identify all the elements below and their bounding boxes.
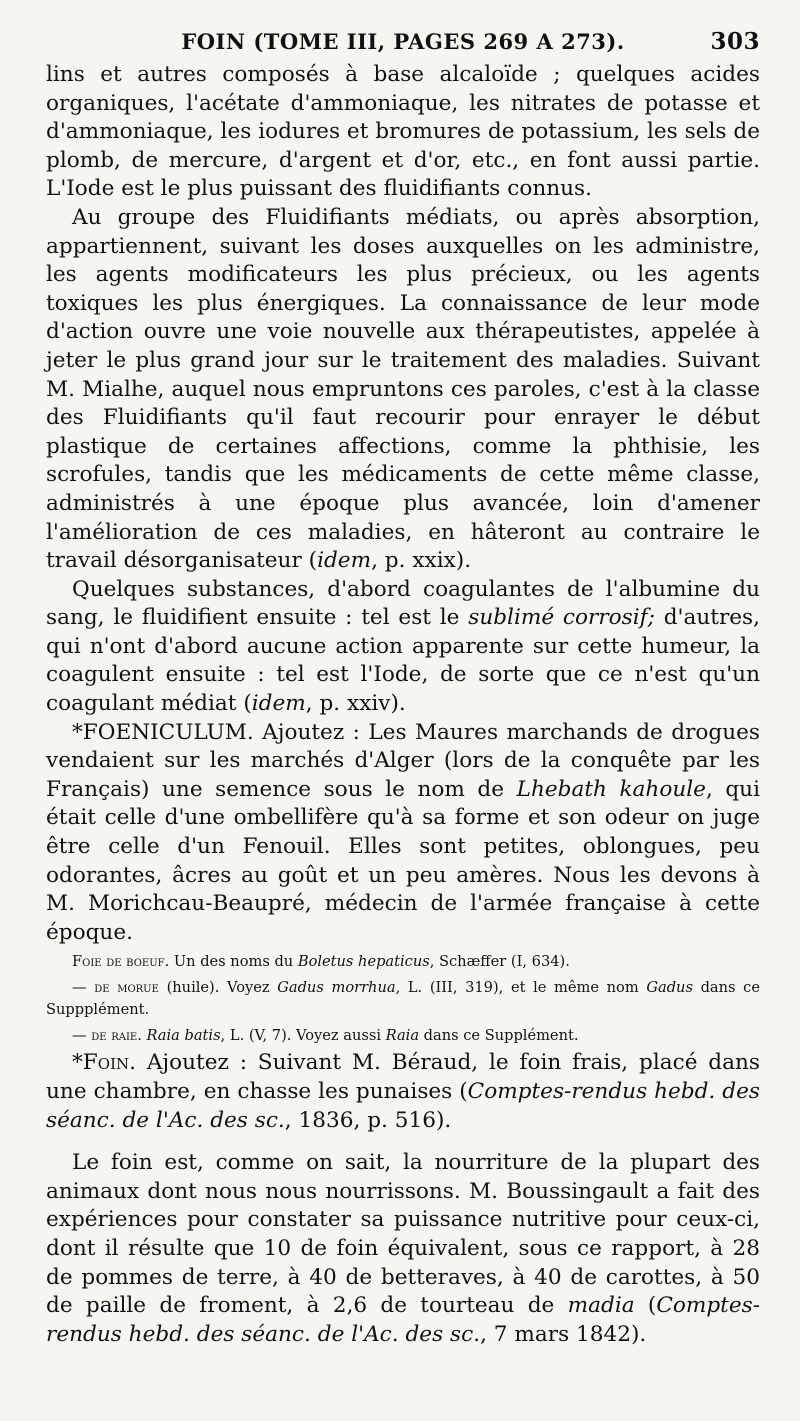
italic-text: Comptes-rendus hebd. des séanc. de l'Ac. des sc. xyxy=(46,1293,760,1347)
italic-text: sublimé corrosif; xyxy=(468,605,655,631)
text-run: , p. xxiv). xyxy=(305,691,406,717)
entry-foin xyxy=(46,1049,760,1135)
italic-text: Raia xyxy=(385,1027,420,1045)
text-run: Quelques substances, d'abord coagulantes de l'albumine du sang, le fluidifient ensuite : tel est le xyxy=(46,576,760,631)
italic-text: Gadus xyxy=(646,979,693,997)
text-run: , qui était celle d'une ombellifère qu'à sa forme et son odeur on juge être celle d'un Fenouil. Elles sont petites, oblongues, peu odorantes, âcres au goût et un peu amères. Nous les devons à M. Morichcau-Beaupré, médecin de l'armée française à cette époque. xyxy=(46,776,760,945)
text-run: Un des noms du xyxy=(169,953,298,971)
entry-heading: — de raie. xyxy=(72,1027,142,1045)
running-header xyxy=(46,28,760,55)
italic-text: idem xyxy=(317,548,372,574)
header-title: FOIN (TOME III, PAGES 269 A 273). xyxy=(181,29,625,54)
italic-text: idem xyxy=(251,691,306,717)
text-run: lins et autres composés à base alcaloïde ; quelques acides organiques, l'acétate d'ammoniaque, les nitrates de potasse et d'ammoniaque, les iodures et bromures de potassium, les sels de plomb, de mercure, d'argent et d'or, etc., en font aussi partie. L'Iode est le plus puissant des fluidifiants connus. xyxy=(46,62,760,202)
text-run: , L. (III, 319), et le même nom xyxy=(395,979,647,997)
entry-heading: *Foin. xyxy=(72,1050,136,1076)
entry-foeniculum xyxy=(46,719,760,948)
italic-text: Raia batis xyxy=(146,1027,221,1045)
entry-de-morue xyxy=(46,977,760,1021)
entry-de-raie xyxy=(46,1025,760,1047)
text-run: ( xyxy=(634,1293,657,1319)
text-run: Au groupe des Fluidifiants médiats, ou après absorption, appartiennent, suivant les doses auxquelles on les administre, les agents modificateurs les plus précieux, ou les agents toxiques les plus énergiques. La connaissance de leur mode d'action ouvre une voie nouvelle aux thérapeutistes, appelée à jeter le plus grand jour sur le traitement des maladies. Suivant M. Mialhe, auquel nous empruntons ces paroles, c'est à la classe des Fluidifiants qu'il faut recourir pour enrayer le début plastique de certaines affections, comme la phthisie, les scrofules, tandis que les médicaments de cette même classe, administrés à une époque plus avancée, loin d'amener l'amélioration de ces maladies, en hâteront au contraire le travail désorganisateur ( xyxy=(46,204,760,574)
paragraph xyxy=(46,576,760,719)
text-run: Le foin est, comme on sait, la nourriture de la plupart des animaux dont nous nous nourrissons. M. Boussingault a fait des expériences pour constater sa puissance nutritive pour ceux-ci, dont il résulte que 10 de foin équivalent, sous ce rapport, à 28 de pommes de terre, à 40 de betteraves, à 40 de carottes, à 50 de paille de froment, à 2,6 de tourteau de xyxy=(46,1150,760,1319)
paragraph xyxy=(46,1149,760,1349)
entry-heading: Foie de boeuf. xyxy=(72,953,170,971)
text-run: dans ce Suppplément. xyxy=(46,979,760,1019)
italic-text: madia xyxy=(567,1293,635,1319)
italic-text: Comptes-rendus hebd. des séanc. de l'Ac. des sc. xyxy=(46,1079,760,1133)
entry-heading: *FOENICULUM. xyxy=(72,719,254,745)
page-number: 303 xyxy=(710,28,760,55)
entry-heading: — de morue xyxy=(72,979,159,997)
text-run: (huile). Voyez xyxy=(158,979,278,997)
text-run: , Schæffer (I, 634). xyxy=(429,953,570,971)
text-run: , 1836, p. 516). xyxy=(284,1107,452,1133)
paragraph xyxy=(46,61,760,204)
entry-foie-de-boeuf xyxy=(46,951,760,973)
text-run: d'autres, qui n'ont d'abord aucune action apparente sur cette humeur, la coagulent ensuite : tel est l'Iode, de sorte que ce n'est qu'un coagulant médiat ( xyxy=(46,605,761,717)
paragraph xyxy=(46,204,760,576)
text-run: , L. (V, 7). Voyez aussi xyxy=(220,1027,386,1045)
italic-text: Gadus morrhua xyxy=(277,979,396,997)
page-body xyxy=(46,61,760,1349)
text-run: , p. xxix). xyxy=(371,548,472,574)
italic-text: Lhebath kahoule xyxy=(516,776,706,802)
text-run: Ajoutez : Suivant M. Béraud, le foin frais, placé dans une chambre, en chasse les punaises ( xyxy=(46,1050,760,1104)
text-run: Ajoutez : Les Maures marchands de drogues vendaient sur les marchés d'Alger (lors de la conquête par les Français) une semence sous le nom de xyxy=(46,719,760,802)
text-run: , 7 mars 1842). xyxy=(480,1321,647,1347)
italic-text: Boletus hepaticus xyxy=(297,953,430,971)
text-run: dans ce Supplément. xyxy=(419,1027,579,1045)
